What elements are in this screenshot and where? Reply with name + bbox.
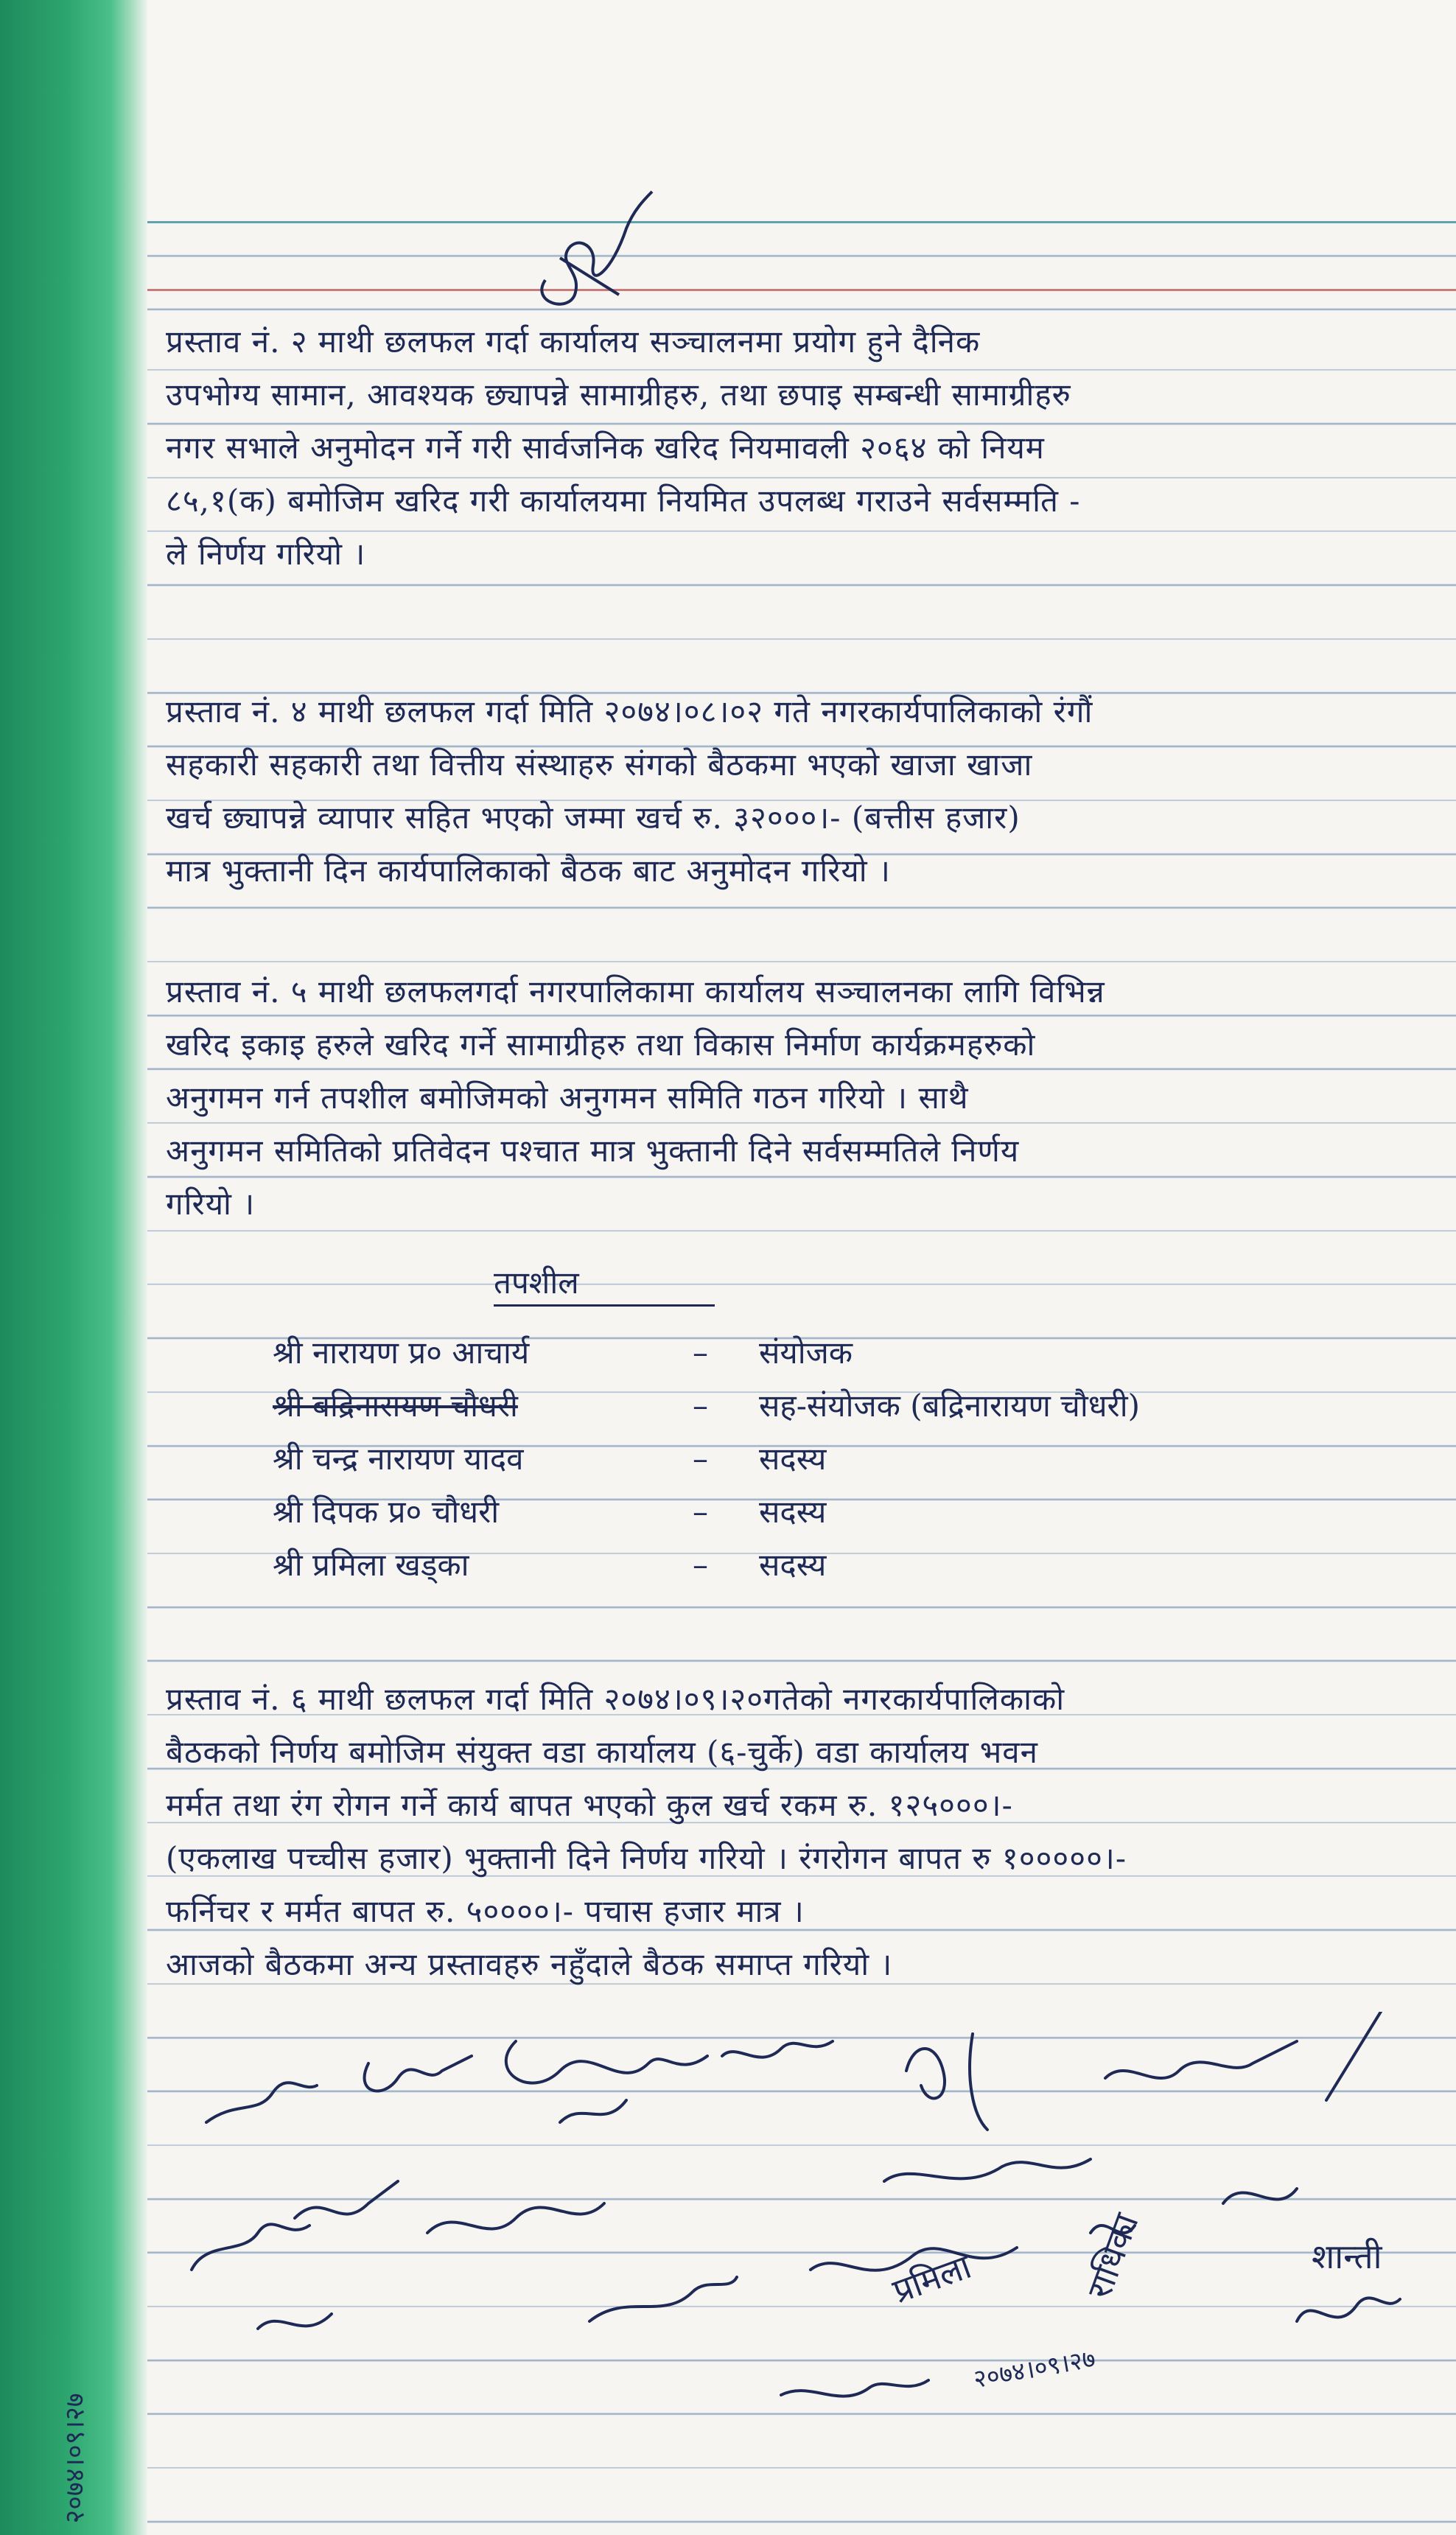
handwritten-signatures bbox=[147, 2012, 1456, 2535]
signature-block bbox=[147, 2012, 1456, 2535]
margin-date-note bbox=[44, 2225, 111, 2535]
paragraph-line: नगर सभाले अनुमोदन गर्ने गरी सार्वजनिक खरिद नियमावली २०६४ को नियम bbox=[166, 430, 1045, 466]
dash: – bbox=[693, 1547, 708, 1583]
paragraph-line: मात्र भुक्तानी दिन कार्यपालिकाको बैठक बाट अनुमोदन गरियो । bbox=[166, 853, 891, 889]
paragraph-line: खरिद इकाइ हरुले खरिद गर्ने सामाग्रीहरु तथा विकास निर्माण कार्यक्रमहरुको bbox=[166, 1027, 1036, 1063]
resolution-paragraph-5 bbox=[166, 965, 1433, 1231]
paragraph-line: प्रस्ताव नं. ४ माथी छलफल गर्दा मिति २०७४।०८।०२ गते नगरकार्यपालिकाको रंगाैं bbox=[166, 693, 1093, 730]
member-role: सदस्य bbox=[759, 1547, 827, 1583]
paragraph-line: खर्च छ्यापन्ने व्यापार सहित भएको जम्मा खर्च रु. ३२०००।- (बत्तीस हजार) bbox=[166, 800, 1021, 836]
notebook-spine bbox=[0, 0, 147, 2535]
resolution-paragraph-2 bbox=[166, 315, 1433, 581]
member-name: श्री नारायण प्र० आचार्य bbox=[273, 1335, 530, 1371]
dash: – bbox=[693, 1494, 708, 1530]
signature-date: २०७४।०९।२७ bbox=[971, 2343, 1098, 2395]
member-role: सह-संयोजक (बद्रिनारायण चौधरी) bbox=[759, 1388, 1140, 1424]
signature-shanti: शान्ती bbox=[1312, 2237, 1382, 2276]
member-role: सदस्य bbox=[759, 1441, 827, 1477]
margin-date-text: २०७४।०९।२७ bbox=[60, 2393, 91, 2524]
paragraph-line: उपभोग्य सामान, आवश्यक छ्यापन्ने सामाग्रीहरु, तथा छपाइ सम्बन्धी सामाग्रीहरु bbox=[166, 377, 1071, 413]
header-rule-blue bbox=[147, 221, 1456, 223]
paragraph-line: गरियो । bbox=[166, 1186, 256, 1222]
committee-member bbox=[273, 1380, 1341, 1433]
paragraph-line: आजको बैठकमा अन्य प्रस्तावहरु नहुँदाले बैठक समाप्त गरियो । bbox=[166, 1946, 893, 1982]
paragraph-line: (एकलाख पच्चीस हजार) भुक्तानी दिने निर्णय गरियो । रंगरोगन बापत रु १०००००।- bbox=[166, 1840, 1127, 1876]
paragraph-line: ८५,१(क) बमोजिम खरिद गरी कार्यालयमा नियमित उपलब्ध गराउने सर्वसम्मति - bbox=[166, 483, 1081, 519]
paragraph-line: प्रस्ताव नं. ५ माथी छलफलगर्दा नगरपालिकामा कार्यालय सञ्चालनका लागि विभिन्न bbox=[166, 973, 1105, 1010]
initial-signature-mark bbox=[516, 184, 663, 332]
committee-member bbox=[273, 1326, 1341, 1380]
committee-member bbox=[273, 1433, 1341, 1486]
dash: – bbox=[693, 1388, 708, 1424]
paragraph-line: सहकारी सहकारी तथा वित्तीय संस्थाहरु संगको बैठकमा भएको खाजा खाजा bbox=[166, 746, 1033, 783]
resolution-paragraph-4 bbox=[166, 685, 1433, 898]
committee-member bbox=[273, 1486, 1341, 1539]
resolution-paragraph-6 bbox=[166, 1673, 1433, 1991]
dash: – bbox=[693, 1335, 708, 1371]
signature-radhika: राधिका bbox=[1079, 2208, 1147, 2304]
member-role: संयोजक bbox=[759, 1335, 853, 1371]
paragraph-line: मर्मत तथा रंग रोगन गर्ने कार्य बापत भएको कुल खर्च रकम रु. १२५०००।- bbox=[166, 1787, 1013, 1823]
paragraph-line: अनुगमन समितिको प्रतिवेदन पश्चात मात्र भुक्तानी दिने सर्वसम्मतिले निर्णय bbox=[166, 1133, 1020, 1169]
paragraph-line: फर्निचर र मर्मत बापत रु. ५००००।- पचास हजार मात्र । bbox=[166, 1893, 805, 1929]
paragraph-line: अनुगमन गर्न तपशील बमोजिमको अनुगमन समिति गठन गरियो । साथै bbox=[166, 1080, 969, 1116]
member-name: श्री चन्द्र नारायण यादव bbox=[273, 1441, 524, 1477]
committee-member-list bbox=[273, 1326, 1341, 1592]
dash: – bbox=[693, 1441, 708, 1477]
member-role: सदस्य bbox=[759, 1494, 827, 1530]
paragraph-line: बैठकको निर्णय बमोजिम संयुक्त वडा कार्यालय (६-चुर्के) वडा कार्यालय भवन bbox=[166, 1734, 1038, 1770]
header-rule-red bbox=[147, 289, 1456, 291]
signature-pramila: प्रमिला bbox=[887, 2245, 977, 2311]
committee-member bbox=[273, 1539, 1341, 1592]
paragraph-line: प्रस्ताव नं. २ माथी छलफल गर्दा कार्यालय सञ्चालनमा प्रयोग हुने दैनिक bbox=[166, 324, 981, 360]
page-header-margin bbox=[147, 0, 1456, 221]
member-name: श्री प्रमिला खड्का bbox=[273, 1547, 469, 1583]
tapsil-heading: तपशील bbox=[494, 1262, 715, 1307]
paragraph-line: ले निर्णय गरियो । bbox=[166, 536, 366, 572]
member-name: श्री दिपक प्र० चौधरी bbox=[273, 1494, 500, 1530]
member-name-struck: श्री बद्रिनारायण चौधरी bbox=[273, 1388, 518, 1424]
paragraph-line: प्रस्ताव नं. ६ माथी छलफल गर्दा मिति २०७४।०९।२०गतेको नगरकार्यपालिकाको bbox=[166, 1681, 1065, 1717]
